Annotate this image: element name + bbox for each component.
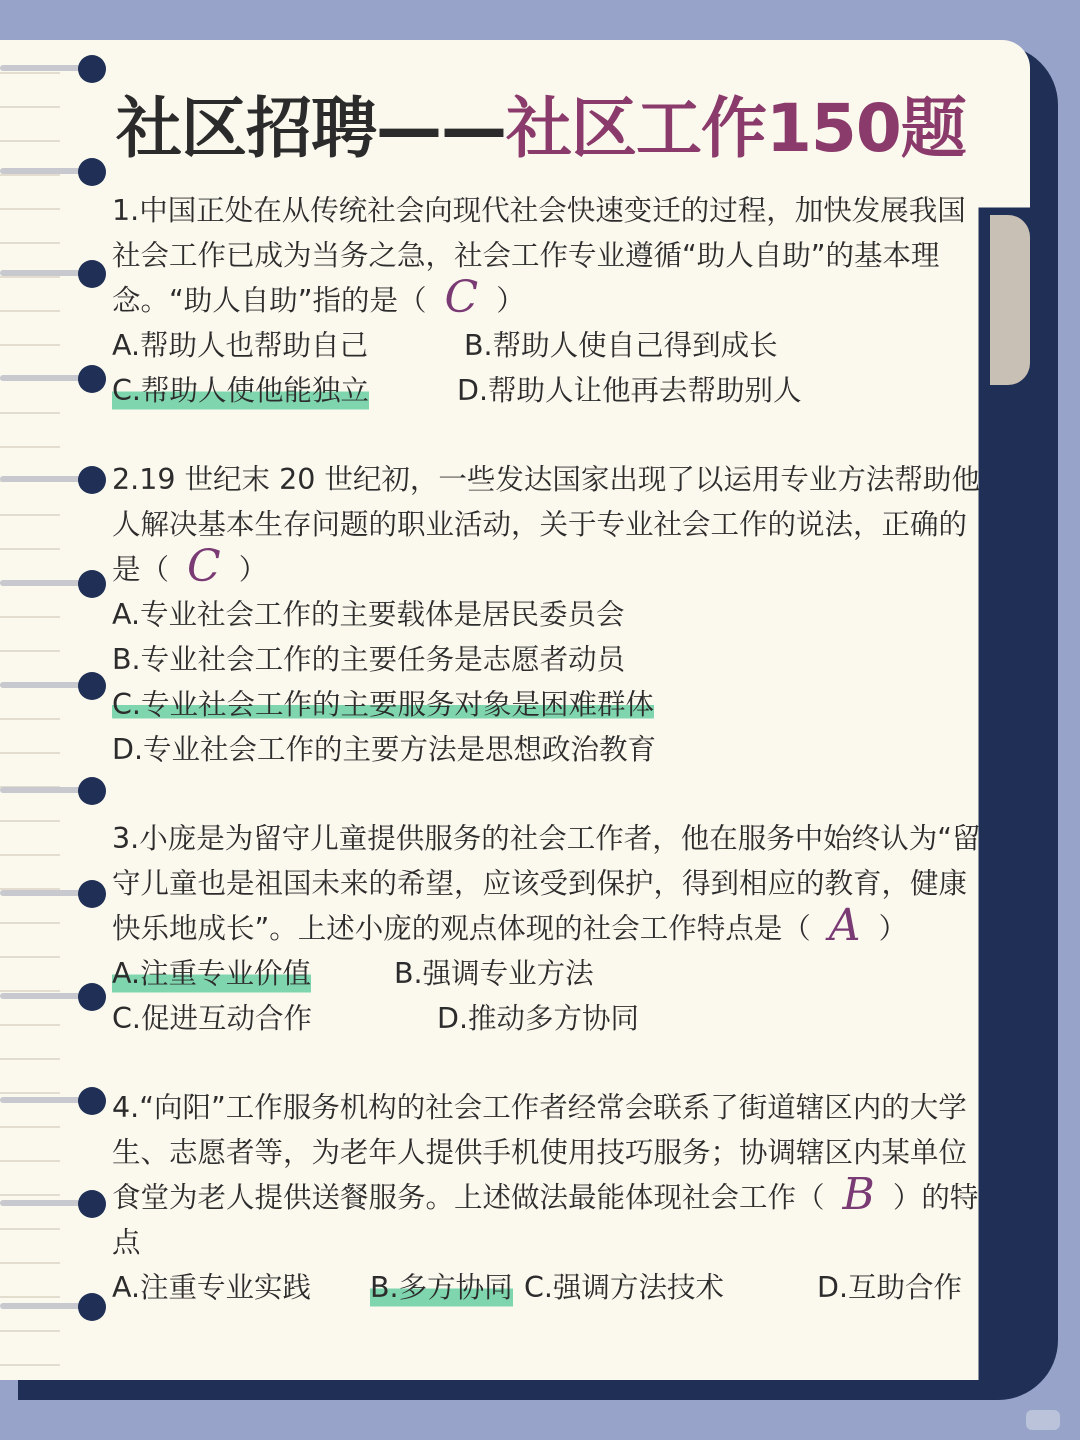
option-a-highlighted: A.注重专业价值 (112, 951, 311, 996)
option-b: B.专业社会工作的主要任务是志愿者动员 (112, 643, 626, 676)
question-stem: 2.19 世纪末 20 世纪初，一些发达国家出现了以运用专业方法帮助他人解决基本生存问题的职业活动，关于专业社会工作的说法，正确的是（ C ） (112, 463, 980, 592)
option-d: D.互助合作 (817, 1271, 963, 1304)
question-stem: 3.小庞是为留守儿童提供服务的社会工作者，他在服务中始终认为“留守儿童也是祖国未来的希望，应该受到保护，得到相应的教育，健康快乐地成长”。上述小庞的观点体现的社会工作特点是（ A ） (112, 822, 981, 951)
binder-ring (0, 158, 104, 186)
question-1 (112, 188, 982, 413)
title-main: 社区招聘 (116, 90, 376, 167)
title-dash: —— (376, 90, 506, 167)
option-b: B.帮助人使自己得到成长 (464, 329, 778, 362)
divider-tab (990, 215, 1030, 385)
question-2 (112, 457, 982, 772)
binder-ring (0, 672, 104, 700)
option-c: C.促进互动合作 (112, 1002, 312, 1035)
option-b: B.强调专业方法 (394, 957, 594, 990)
binder-ring (0, 1293, 104, 1321)
option-d: D.帮助人让他再去帮助别人 (457, 374, 802, 407)
binder-ring (0, 1087, 104, 1115)
option-a: A.帮助人也帮助自己 (112, 329, 369, 362)
question-stem: 4.“向阳”工作服务机构的社会工作者经常会联系了街道辖区内的大学生、志愿者等，为老年人提供手机使用技巧服务；协调辖区内某单位食堂为老人提供送餐服务。上述做法最能体现社会工作（ B ）的特点 (112, 1091, 979, 1259)
page-title (116, 84, 966, 174)
option-b-highlighted: B.多方协同 (370, 1265, 513, 1310)
option-c: C.强调方法技术 (524, 1271, 724, 1304)
handwritten-answer: C (444, 272, 479, 323)
option-d: D.推动多方协同 (437, 1002, 640, 1035)
option-row (112, 368, 982, 413)
binder-ring (0, 260, 104, 288)
binder-ring (0, 55, 104, 83)
handwritten-answer: A (828, 900, 861, 951)
binder-ring (0, 1190, 104, 1218)
option-row (112, 996, 982, 1041)
option-c-highlighted: C.专业社会工作的主要服务对象是困难群体 (112, 688, 654, 721)
binder-ring (0, 983, 104, 1011)
binder-ring (0, 880, 104, 908)
binder-ring (0, 365, 104, 393)
option-c-highlighted: C.帮助人使他能独立 (112, 368, 369, 413)
binder-ring (0, 570, 104, 598)
option-d: D.专业社会工作的主要方法是思想政治教育 (112, 733, 657, 766)
page-edge-lines (0, 40, 60, 1370)
question-list (112, 188, 982, 1354)
question-4 (112, 1085, 982, 1310)
binder-ring (0, 777, 104, 805)
question-3 (112, 816, 982, 1041)
option-a: A.专业社会工作的主要载体是居民委员会 (112, 598, 625, 631)
option-row (112, 1265, 982, 1310)
binder-ring (0, 466, 104, 494)
option-row (112, 323, 982, 368)
title-sub: 社区工作150题 (506, 90, 966, 167)
handwritten-answer: B (842, 1169, 875, 1220)
watermark-badge (1026, 1410, 1060, 1430)
handwritten-answer: C (187, 541, 221, 592)
question-stem: 1.中国正处在从传统社会向现代社会快速变迁的过程，加快发展我国社会工作已成为当务之急，社会工作专业遵循“助人自助”的基本理念。“助人自助”指的是（ C ） (112, 194, 966, 323)
option-row (112, 951, 982, 996)
option-a: A.注重专业实践 (112, 1271, 312, 1304)
